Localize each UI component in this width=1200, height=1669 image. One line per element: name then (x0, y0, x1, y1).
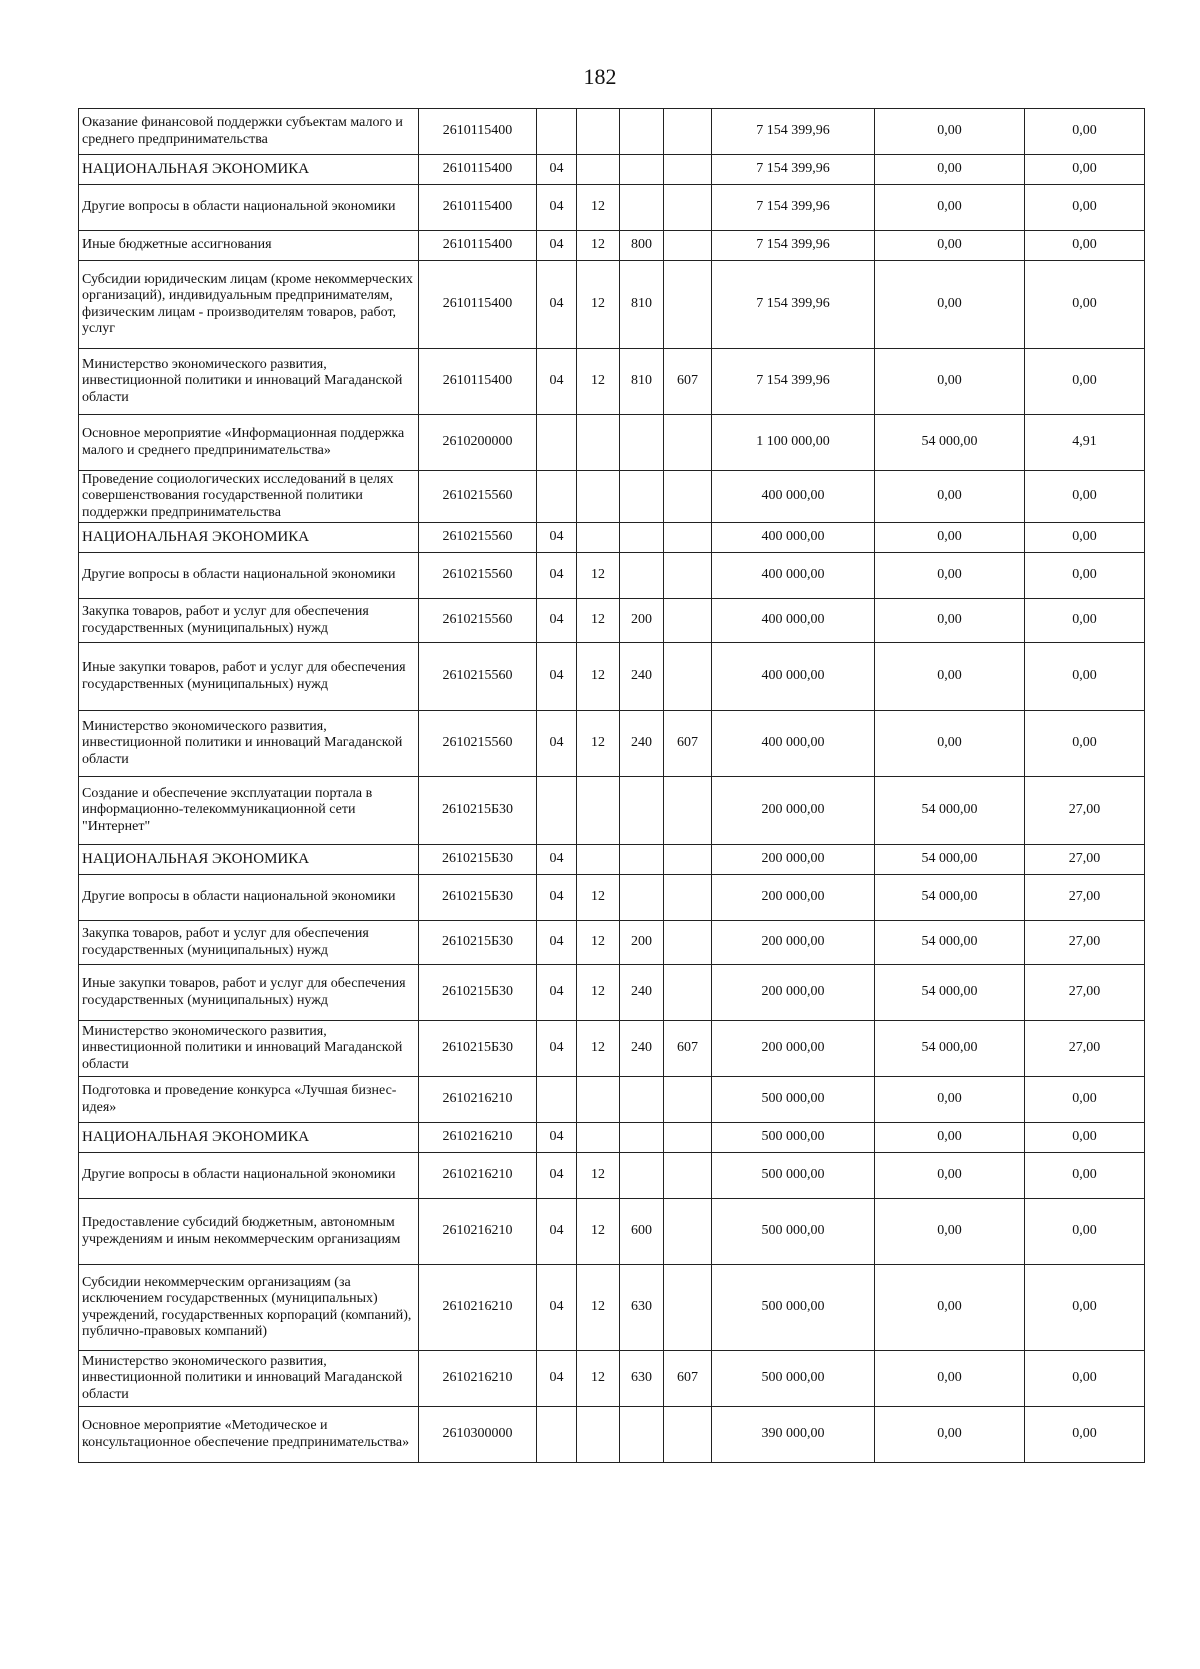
row-name: Министерство экономического развития, инвестиционной политики и инноваций Магаданской области (79, 1021, 419, 1077)
row-fact-amount: 0,00 (875, 523, 1025, 553)
row-plan-amount: 7 154 399,96 (712, 185, 875, 231)
row-grbs (664, 845, 712, 875)
table-row (79, 1077, 1145, 1123)
table-row (79, 523, 1145, 553)
row-section: 04 (537, 1265, 577, 1351)
row-section (537, 471, 577, 523)
row-target-code: 2610215Б30 (419, 845, 537, 875)
row-percent: 27,00 (1025, 921, 1145, 965)
row-target-code: 2610115400 (419, 155, 537, 185)
row-expense-type: 240 (620, 965, 664, 1021)
row-plan-amount: 7 154 399,96 (712, 155, 875, 185)
row-percent: 0,00 (1025, 553, 1145, 599)
row-plan-amount: 200 000,00 (712, 875, 875, 921)
row-section: 04 (537, 921, 577, 965)
row-plan-amount: 400 000,00 (712, 599, 875, 643)
row-percent: 0,00 (1025, 1123, 1145, 1153)
row-percent: 0,00 (1025, 599, 1145, 643)
row-expense-type: 200 (620, 599, 664, 643)
row-expense-type: 810 (620, 349, 664, 415)
row-subsection: 12 (577, 1351, 620, 1407)
row-section: 04 (537, 1021, 577, 1077)
row-name: Иные бюджетные ассигнования (79, 231, 419, 261)
row-plan-amount: 400 000,00 (712, 711, 875, 777)
row-expense-type (620, 1153, 664, 1199)
row-plan-amount: 200 000,00 (712, 777, 875, 845)
table-row (79, 777, 1145, 845)
row-fact-amount: 0,00 (875, 109, 1025, 155)
row-target-code: 2610215Б30 (419, 875, 537, 921)
row-section: 04 (537, 553, 577, 599)
row-name: Подготовка и проведение конкурса «Лучшая бизнес-идея» (79, 1077, 419, 1123)
page-number: 182 (583, 64, 617, 89)
row-expense-type (620, 155, 664, 185)
table-row (79, 553, 1145, 599)
table-row (79, 643, 1145, 711)
row-percent: 0,00 (1025, 1407, 1145, 1463)
row-fact-amount: 0,00 (875, 599, 1025, 643)
row-percent: 0,00 (1025, 643, 1145, 711)
row-grbs (664, 921, 712, 965)
row-section: 04 (537, 523, 577, 553)
table-row (79, 109, 1145, 155)
row-grbs (664, 1123, 712, 1153)
row-plan-amount: 500 000,00 (712, 1265, 875, 1351)
row-percent: 27,00 (1025, 1021, 1145, 1077)
row-section: 04 (537, 1199, 577, 1265)
row-subsection: 12 (577, 553, 620, 599)
row-fact-amount: 0,00 (875, 1351, 1025, 1407)
row-fact-amount: 0,00 (875, 1077, 1025, 1123)
row-plan-amount: 7 154 399,96 (712, 231, 875, 261)
row-grbs (664, 1077, 712, 1123)
row-target-code: 2610215560 (419, 711, 537, 777)
row-grbs (664, 261, 712, 349)
table-row (79, 921, 1145, 965)
row-section: 04 (537, 155, 577, 185)
row-plan-amount: 200 000,00 (712, 921, 875, 965)
row-expense-type (620, 109, 664, 155)
row-fact-amount: 0,00 (875, 231, 1025, 261)
row-expense-type: 600 (620, 1199, 664, 1265)
row-expense-type: 630 (620, 1351, 664, 1407)
row-section (537, 1077, 577, 1123)
row-grbs (664, 185, 712, 231)
row-name: Министерство экономического развития, инвестиционной политики и инноваций Магаданской области (79, 1351, 419, 1407)
row-name: НАЦИОНАЛЬНАЯ ЭКОНОМИКА (79, 1123, 419, 1153)
row-plan-amount: 400 000,00 (712, 523, 875, 553)
row-fact-amount: 0,00 (875, 185, 1025, 231)
row-grbs: 607 (664, 1021, 712, 1077)
row-percent: 27,00 (1025, 875, 1145, 921)
table-row (79, 1153, 1145, 1199)
row-section: 04 (537, 185, 577, 231)
row-target-code: 2610216210 (419, 1153, 537, 1199)
row-fact-amount: 54 000,00 (875, 845, 1025, 875)
row-plan-amount: 400 000,00 (712, 643, 875, 711)
row-percent: 0,00 (1025, 349, 1145, 415)
row-name: Другие вопросы в области национальной экономики (79, 1153, 419, 1199)
row-fact-amount: 54 000,00 (875, 1021, 1025, 1077)
row-name: Основное мероприятие «Информационная поддержка малого и среднего предпринимательства» (79, 415, 419, 471)
table-row (79, 415, 1145, 471)
row-plan-amount: 7 154 399,96 (712, 109, 875, 155)
row-target-code: 2610215560 (419, 471, 537, 523)
row-section: 04 (537, 875, 577, 921)
row-grbs (664, 523, 712, 553)
row-grbs (664, 1265, 712, 1351)
row-grbs (664, 1153, 712, 1199)
row-expense-type (620, 875, 664, 921)
row-percent: 4,91 (1025, 415, 1145, 471)
row-name: Другие вопросы в области национальной экономики (79, 185, 419, 231)
row-grbs: 607 (664, 1351, 712, 1407)
row-percent: 27,00 (1025, 845, 1145, 875)
row-plan-amount: 200 000,00 (712, 965, 875, 1021)
table-row (79, 261, 1145, 349)
row-expense-type (620, 1077, 664, 1123)
row-name: Создание и обеспечение эксплуатации портала в информационно-телекоммуникационной сети "Интернет" (79, 777, 419, 845)
row-subsection: 12 (577, 643, 620, 711)
row-subsection: 12 (577, 1265, 620, 1351)
row-plan-amount: 500 000,00 (712, 1199, 875, 1265)
row-expense-type: 240 (620, 711, 664, 777)
row-subsection (577, 415, 620, 471)
row-grbs: 607 (664, 711, 712, 777)
row-plan-amount: 500 000,00 (712, 1351, 875, 1407)
row-subsection: 12 (577, 875, 620, 921)
budget-table-container (78, 108, 1144, 1463)
row-expense-type: 240 (620, 643, 664, 711)
row-section (537, 1407, 577, 1463)
row-fact-amount: 54 000,00 (875, 415, 1025, 471)
row-percent: 0,00 (1025, 231, 1145, 261)
row-section: 04 (537, 231, 577, 261)
row-name: НАЦИОНАЛЬНАЯ ЭКОНОМИКА (79, 155, 419, 185)
row-name: Другие вопросы в области национальной экономики (79, 553, 419, 599)
row-grbs (664, 777, 712, 845)
row-grbs (664, 471, 712, 523)
row-expense-type (620, 777, 664, 845)
row-percent: 0,00 (1025, 109, 1145, 155)
row-target-code: 2610216210 (419, 1199, 537, 1265)
row-fact-amount: 0,00 (875, 155, 1025, 185)
row-name: Предоставление субсидий бюджетным, автономным учреждениям и иным некоммерческим организациям (79, 1199, 419, 1265)
row-percent: 27,00 (1025, 777, 1145, 845)
table-row (79, 155, 1145, 185)
row-subsection (577, 845, 620, 875)
row-expense-type (620, 553, 664, 599)
row-subsection: 12 (577, 1021, 620, 1077)
row-name: Иные закупки товаров, работ и услуг для обеспечения государственных (муниципальных) нужд (79, 643, 419, 711)
row-subsection: 12 (577, 1153, 620, 1199)
table-row (79, 845, 1145, 875)
row-subsection: 12 (577, 231, 620, 261)
row-percent: 0,00 (1025, 185, 1145, 231)
row-fact-amount: 54 000,00 (875, 875, 1025, 921)
row-grbs (664, 231, 712, 261)
row-grbs (664, 1407, 712, 1463)
row-fact-amount: 0,00 (875, 1199, 1025, 1265)
row-target-code: 2610115400 (419, 185, 537, 231)
row-name: Закупка товаров, работ и услуг для обеспечения государственных (муниципальных) нужд (79, 599, 419, 643)
row-grbs (664, 965, 712, 1021)
row-subsection (577, 1407, 620, 1463)
row-section: 04 (537, 261, 577, 349)
row-subsection (577, 1123, 620, 1153)
row-subsection: 12 (577, 711, 620, 777)
row-expense-type: 800 (620, 231, 664, 261)
row-expense-type: 200 (620, 921, 664, 965)
row-percent: 27,00 (1025, 965, 1145, 1021)
table-row (79, 1407, 1145, 1463)
row-target-code: 2610216210 (419, 1351, 537, 1407)
row-plan-amount: 390 000,00 (712, 1407, 875, 1463)
table-row (79, 471, 1145, 523)
row-fact-amount: 0,00 (875, 349, 1025, 415)
row-section: 04 (537, 711, 577, 777)
table-row (79, 1123, 1145, 1153)
table-row (79, 1021, 1145, 1077)
row-plan-amount: 7 154 399,96 (712, 349, 875, 415)
row-name: Субсидии юридическим лицам (кроме некоммерческих организаций), индивидуальным предпринимателям, физическим лицам - производителям товаров, работ, услуг (79, 261, 419, 349)
row-fact-amount: 0,00 (875, 1265, 1025, 1351)
row-target-code: 2610215560 (419, 643, 537, 711)
table-row (79, 185, 1145, 231)
row-section: 04 (537, 845, 577, 875)
row-plan-amount: 500 000,00 (712, 1123, 875, 1153)
row-subsection (577, 777, 620, 845)
row-percent: 0,00 (1025, 1077, 1145, 1123)
row-name: Закупка товаров, работ и услуг для обеспечения государственных (муниципальных) нужд (79, 921, 419, 965)
row-expense-type (620, 185, 664, 231)
row-section (537, 109, 577, 155)
row-section (537, 777, 577, 845)
table-row (79, 1199, 1145, 1265)
row-plan-amount: 400 000,00 (712, 471, 875, 523)
row-expense-type: 240 (620, 1021, 664, 1077)
row-fact-amount: 54 000,00 (875, 965, 1025, 1021)
row-grbs (664, 875, 712, 921)
row-expense-type (620, 1407, 664, 1463)
row-subsection: 12 (577, 349, 620, 415)
row-target-code: 2610200000 (419, 415, 537, 471)
row-subsection: 12 (577, 965, 620, 1021)
row-fact-amount: 0,00 (875, 471, 1025, 523)
row-target-code: 2610115400 (419, 261, 537, 349)
row-section: 04 (537, 965, 577, 1021)
row-target-code: 2610215560 (419, 599, 537, 643)
row-plan-amount: 400 000,00 (712, 553, 875, 599)
row-target-code: 2610215560 (419, 523, 537, 553)
row-percent: 0,00 (1025, 1351, 1145, 1407)
row-percent: 0,00 (1025, 471, 1145, 523)
table-row (79, 1351, 1145, 1407)
row-subsection (577, 1077, 620, 1123)
row-target-code: 2610215Б30 (419, 1021, 537, 1077)
table-row (79, 231, 1145, 261)
budget-table-body (79, 109, 1145, 1463)
row-fact-amount: 54 000,00 (875, 777, 1025, 845)
row-grbs (664, 155, 712, 185)
row-target-code: 2610115400 (419, 349, 537, 415)
row-subsection (577, 471, 620, 523)
row-subsection: 12 (577, 599, 620, 643)
row-expense-type (620, 1123, 664, 1153)
row-fact-amount: 0,00 (875, 261, 1025, 349)
table-row (79, 711, 1145, 777)
row-grbs (664, 643, 712, 711)
row-target-code: 2610215560 (419, 553, 537, 599)
row-subsection: 12 (577, 1199, 620, 1265)
row-percent: 0,00 (1025, 261, 1145, 349)
row-grbs (664, 415, 712, 471)
row-target-code: 2610215Б30 (419, 921, 537, 965)
row-subsection (577, 109, 620, 155)
row-name: НАЦИОНАЛЬНАЯ ЭКОНОМИКА (79, 523, 419, 553)
row-plan-amount: 1 100 000,00 (712, 415, 875, 471)
row-section (537, 415, 577, 471)
row-section: 04 (537, 599, 577, 643)
row-fact-amount: 0,00 (875, 711, 1025, 777)
row-name: Оказание финансовой поддержки субъектам малого и среднего предпринимательства (79, 109, 419, 155)
row-name: Субсидии некоммерческим организациям (за исключением государственных (муниципальных) учреждений, государственных корпораций (компаний), публично-правовых компаний) (79, 1265, 419, 1351)
row-expense-type (620, 471, 664, 523)
row-percent: 0,00 (1025, 1153, 1145, 1199)
row-name: НАЦИОНАЛЬНАЯ ЭКОНОМИКА (79, 845, 419, 875)
row-expense-type: 810 (620, 261, 664, 349)
row-grbs (664, 553, 712, 599)
table-row (79, 965, 1145, 1021)
row-section: 04 (537, 349, 577, 415)
row-target-code: 2610300000 (419, 1407, 537, 1463)
row-section: 04 (537, 1123, 577, 1153)
row-section: 04 (537, 643, 577, 711)
row-name: Министерство экономического развития, инвестиционной политики и инноваций Магаданской области (79, 349, 419, 415)
row-section: 04 (537, 1153, 577, 1199)
row-grbs (664, 599, 712, 643)
row-target-code: 2610216210 (419, 1123, 537, 1153)
row-name: Иные закупки товаров, работ и услуг для обеспечения государственных (муниципальных) нужд (79, 965, 419, 1021)
row-name: Министерство экономического развития, инвестиционной политики и инноваций Магаданской области (79, 711, 419, 777)
row-grbs (664, 109, 712, 155)
row-fact-amount: 0,00 (875, 1123, 1025, 1153)
row-fact-amount: 0,00 (875, 553, 1025, 599)
row-fact-amount: 54 000,00 (875, 921, 1025, 965)
row-grbs: 607 (664, 349, 712, 415)
row-subsection (577, 523, 620, 553)
budget-table (78, 108, 1145, 1463)
row-fact-amount: 0,00 (875, 1153, 1025, 1199)
row-percent: 0,00 (1025, 1265, 1145, 1351)
row-plan-amount: 500 000,00 (712, 1077, 875, 1123)
row-expense-type: 630 (620, 1265, 664, 1351)
row-expense-type (620, 845, 664, 875)
row-grbs (664, 1199, 712, 1265)
row-subsection: 12 (577, 185, 620, 231)
row-fact-amount: 0,00 (875, 643, 1025, 711)
row-target-code: 2610115400 (419, 231, 537, 261)
row-plan-amount: 200 000,00 (712, 845, 875, 875)
row-fact-amount: 0,00 (875, 1407, 1025, 1463)
row-percent: 0,00 (1025, 711, 1145, 777)
row-plan-amount: 7 154 399,96 (712, 261, 875, 349)
row-plan-amount: 500 000,00 (712, 1153, 875, 1199)
row-name: Другие вопросы в области национальной экономики (79, 875, 419, 921)
row-name: Основное мероприятие «Методическое и консультационное обеспечение предпринимательства» (79, 1407, 419, 1463)
table-row (79, 875, 1145, 921)
table-row (79, 599, 1145, 643)
row-target-code: 2610216210 (419, 1077, 537, 1123)
row-expense-type (620, 523, 664, 553)
table-row (79, 1265, 1145, 1351)
row-subsection: 12 (577, 261, 620, 349)
row-percent: 0,00 (1025, 155, 1145, 185)
row-name: Проведение социологических исследований в целях совершенствования государственной политики поддержки предпринимательства (79, 471, 419, 523)
table-row (79, 349, 1145, 415)
row-target-code: 2610216210 (419, 1265, 537, 1351)
row-section: 04 (537, 1351, 577, 1407)
row-percent: 0,00 (1025, 523, 1145, 553)
row-expense-type (620, 415, 664, 471)
row-subsection: 12 (577, 921, 620, 965)
row-target-code: 2610115400 (419, 109, 537, 155)
row-target-code: 2610215Б30 (419, 777, 537, 845)
row-plan-amount: 200 000,00 (712, 1021, 875, 1077)
row-target-code: 2610215Б30 (419, 965, 537, 1021)
row-percent: 0,00 (1025, 1199, 1145, 1265)
row-subsection (577, 155, 620, 185)
